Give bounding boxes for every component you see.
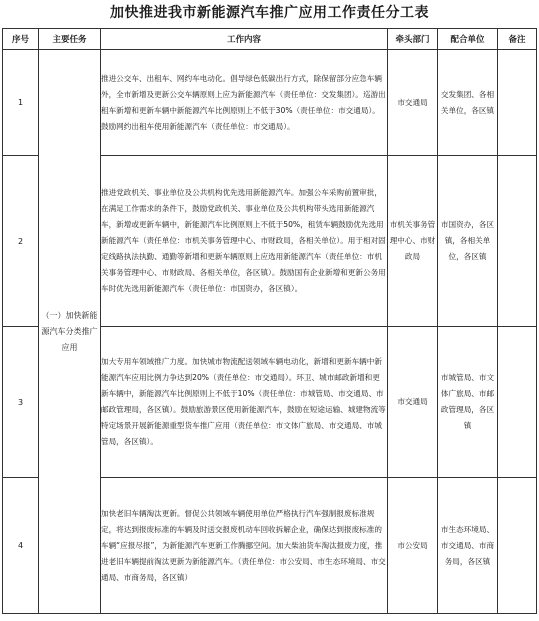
row-note bbox=[498, 50, 537, 156]
row-content bbox=[101, 478, 388, 614]
row-content bbox=[101, 156, 388, 327]
row-coop: 市城管局、市文体广旅局、市邮政管理局，各区镇 bbox=[438, 327, 498, 478]
row-lead: 市交通局 bbox=[388, 50, 438, 156]
row-seq: 2 bbox=[3, 156, 39, 327]
row-content bbox=[101, 327, 388, 478]
document-title: 加快推进我市新能源汽车推广应用工作责任分工表 bbox=[110, 5, 429, 21]
row-seq: 1 bbox=[3, 50, 39, 156]
table-row bbox=[3, 50, 537, 156]
row-coop: 交发集团、各相关单位，各区镇 bbox=[438, 50, 498, 156]
row-coop: 市生态环境局、市交通局、市商务局，各区镇 bbox=[438, 478, 498, 614]
row-lead: 市公安局 bbox=[388, 478, 438, 614]
table-header-row bbox=[3, 29, 537, 50]
header-note: 备注 bbox=[498, 29, 537, 50]
row-lead: 市机关事务管理中心、市财政局 bbox=[388, 156, 438, 327]
header-content: 工作内容 bbox=[101, 29, 388, 50]
row-coop: 市国资办，各区镇，各相关单位，各区镇 bbox=[438, 156, 498, 327]
row-content-text: 加快老旧车辆淘汰更新。督促公共领域车辆使用单位严格执行汽车强制报废标准规定，将达到报废标准的车辆及时送交报废机动车回收拆解企业，确保达到报废标准的车辆“应报尽报”，为新能源汽车更新工作腾挪空间。加大柴油货车淘汰报废力度，推进老旧车辆提前淘汰更新为新能源汽车。（责任单位：市公安局、市生态环境局、市交通局、市商务局，各区镇） bbox=[101, 508, 386, 582]
row-note bbox=[498, 327, 537, 478]
header-seq: 序号 bbox=[3, 29, 39, 50]
task-group-cell: （一）加快新能源汽车分类推广应用 bbox=[39, 50, 101, 614]
header-lead: 牵头部门 bbox=[388, 29, 438, 50]
header-task: 主要任务 bbox=[39, 29, 101, 50]
row-lead: 市交通局 bbox=[388, 327, 438, 478]
row-content-text: 推进公交车、出租车、网约车电动化。倡导绿色低碳出行方式，除保留部分应急车辆外，全市新增及更新公交车辆原则上应为新能源汽车（责任单位：交发集团）。巡游出租车新增和更新车辆中新能源汽车比例原则上不低于30%（责任单位：市交通局）。鼓励网约出租车使用新能源汽车（责任单位：市交通局）。 bbox=[101, 73, 386, 131]
responsibility-table bbox=[2, 28, 537, 614]
row-content bbox=[101, 50, 388, 156]
row-content-text: 加大专用车领域推广力度。加快城市物流配送领域车辆电动化，新增和更新车辆中新能源汽车应用比例力争达到20%（责任单位：市交通局）。环卫、城市邮政新增和更新车辆中，新能源汽车比例原则上不低于10%（责任单位：市城管局、市交通局、市邮政管理局，各区镇）。鼓励旅游景区使用新能源汽车，鼓励在短途运输、城建物流等特定场景开展新能源重型货车推广应用（责任单位：市文体广旅局、市交通局、市城管局，各区镇）。 bbox=[101, 357, 386, 446]
header-coop: 配合单位 bbox=[438, 29, 498, 50]
row-seq: 4 bbox=[3, 478, 39, 614]
row-note bbox=[498, 478, 537, 614]
row-note bbox=[498, 156, 537, 327]
row-content-text: 推进党政机关、事业单位及公共机构优先选用新能源汽车。加强公车采购前置审批，在满足工作需求的条件下，鼓励党政机关、事业单位及公共机构带头选用新能源汽车，新增或更新车辆中，新能源汽车比例原则上不低于50%，租赁车辆鼓励优先选用新能源汽车（责任单位：市机关事务管理中心、市财政局，各相关单位）。用于相对固定线路执法执勤、通勤等新增和更新车辆原则上应选用新能源汽车（责任单位：市机关事务管理中心、市财政局、各相关单位，各区镇）。鼓励国有企业新增和更新公务用车时优先选用新能源汽车（责任单位：市国资办，各区镇）。 bbox=[101, 188, 386, 293]
row-seq: 3 bbox=[3, 327, 39, 478]
